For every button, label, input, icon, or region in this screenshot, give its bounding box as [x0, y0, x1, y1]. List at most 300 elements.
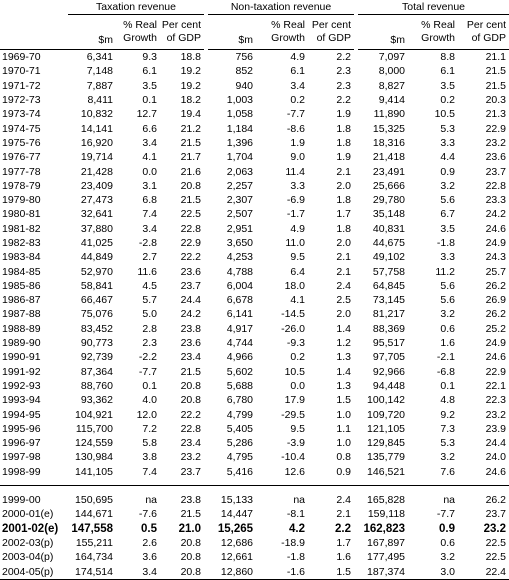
total-m-cell: 35,148	[372, 208, 406, 221]
total-gdp-cell: 22.4	[458, 564, 509, 579]
tax-m-cell: 37,880	[80, 222, 113, 235]
nontax-real-growth-cell: -1.7	[286, 208, 306, 221]
total-real-growth-cell: 0.1	[440, 379, 456, 392]
table-row	[0, 350, 509, 364]
table-row	[0, 193, 509, 207]
tax-real-growth-cell: 0.5	[141, 522, 157, 535]
tax-m-cell: 8,411	[87, 94, 113, 107]
total-gdp-cell: 23.7	[485, 165, 507, 178]
nontax-m-cell: 4,799	[226, 408, 254, 421]
total-gdp-cell: 24.0	[485, 451, 507, 464]
tax-m-cell: 27,473	[80, 194, 113, 207]
total-real-growth-cell: 0.9	[440, 165, 456, 178]
tax-m-cell: 7,148	[86, 65, 113, 78]
nontax-gdp-cell: 1.9	[336, 108, 352, 121]
tax-m-cell: 93,362	[80, 394, 113, 407]
total-m-cell: 29,780	[372, 194, 406, 207]
nontax-real-growth-cell: 11.4	[285, 165, 306, 178]
tax-gdp-cell: 22.5	[180, 208, 202, 221]
total-revenue-header: Total revenue	[358, 0, 509, 15]
tax-real-growth-cell: 6.6	[142, 122, 157, 135]
table-row	[0, 422, 509, 436]
nontax-real-growth-cell: 0.2	[290, 94, 306, 107]
total-m-cell: 121,105	[367, 422, 406, 435]
nontax-gdp-cell: 2.1	[336, 265, 352, 278]
table-row	[0, 107, 509, 121]
table-row	[0, 379, 509, 393]
nontax-gdp-cell: 1.1	[336, 422, 352, 435]
nontax-m-cell: 14,447	[220, 508, 254, 521]
total-m-cell: 95,517	[372, 337, 406, 350]
nontax-gdp-cell: 1.7	[336, 208, 352, 221]
year-cell: 1992-93	[2, 379, 41, 392]
nontax-m-cell: 2,257	[226, 179, 254, 192]
nontax-gdp-cell: 2.2	[336, 51, 352, 64]
total-real-growth-cell: 9.2	[440, 408, 456, 421]
nontax-gdp-cell: 1.3	[336, 379, 352, 392]
year-cell: 1984-85	[2, 265, 41, 278]
table-row	[0, 93, 509, 107]
table-row	[0, 222, 509, 236]
tax-m-cell: 130,984	[75, 451, 113, 464]
total-real-growth-cell: 3.0	[408, 564, 458, 579]
total-real-growth-cell: 3.2	[440, 451, 456, 464]
nontax-gdp-cell: 2.2	[335, 522, 352, 535]
total-gdp-cell: 24.9	[485, 237, 507, 249]
total-gdp-cell: 20.3	[485, 94, 507, 107]
tax-m-cell: 164,734	[75, 551, 113, 564]
total-m-cell: 40,831	[372, 222, 406, 235]
table-row	[0, 293, 509, 307]
total-m-cell: 57,758	[372, 265, 406, 278]
nontax-m-cell: 3,650	[226, 237, 254, 249]
total-gdp-cell: 23.2	[485, 136, 507, 149]
table-row	[0, 393, 509, 407]
nontax-real-growth-cell: 4.2	[289, 522, 306, 535]
nontax-real-growth-cell: 1.9	[290, 136, 306, 149]
nontax-real-growth-cell: 18.0	[284, 279, 306, 292]
total-real-growth-cell: 5.6	[440, 294, 456, 307]
total-real-growth-cell: 7.6	[440, 465, 456, 478]
total-m-cell: 21,418	[372, 151, 406, 164]
nontax-real-growth-cell: -8.1	[286, 508, 306, 521]
nontax-real-growth-cell: 0.0	[290, 379, 306, 392]
nontax-gdp-cell: 1.5	[308, 564, 354, 579]
tax-m-cell: 66,467	[80, 294, 113, 307]
section-separator	[0, 485, 509, 493]
tax-real-growth-cell: 3.4	[142, 222, 157, 235]
year-cell: 1993-94	[2, 394, 41, 407]
nontax-gdp-cell: 1.4	[336, 365, 352, 378]
table-row	[0, 493, 509, 507]
total-real-growth-cell: 11.2	[435, 265, 456, 278]
nontax-m-cell: 5,602	[226, 365, 254, 378]
nontax-gdp-cell: 1.8	[336, 194, 352, 207]
tax-gdp-cell: 19.2	[180, 79, 202, 92]
total-gdp-cell: 26.2	[485, 494, 507, 507]
tax-gdp-cell: 20.8	[180, 536, 202, 549]
table-row	[0, 279, 509, 293]
nontax-m-cell: 4,917	[226, 322, 254, 335]
year-cell: 1985-86	[2, 279, 41, 292]
total-m-cell: 18,316	[372, 136, 406, 149]
nontax-m-cell: 1,396	[226, 136, 254, 149]
nontax-gdp-cell: 1.0	[336, 437, 352, 450]
year-cell: 1970-71	[2, 65, 41, 78]
total-gdp-header: Per cent of GDP	[458, 15, 509, 50]
nontax-real-growth-cell: 3.4	[290, 79, 306, 92]
nontax-m-cell: 4,795	[226, 451, 254, 464]
nontax-real-growth-cell: -7.7	[286, 108, 306, 121]
tax-m-cell: 147,558	[71, 522, 113, 535]
year-cell: 1974-75	[2, 122, 41, 135]
tax-m-cell: 21,428	[80, 165, 113, 178]
table-row	[0, 179, 509, 193]
year-header-blank	[0, 0, 68, 15]
tax-gdp-cell: 22.9	[180, 237, 202, 249]
total-m-cell: 25,666	[372, 179, 406, 192]
tax-real-growth-cell: 2.6	[142, 536, 157, 549]
total-real-growth-cell: 0.6	[440, 536, 456, 549]
tax-real-growth-header: % Real Growth	[116, 15, 160, 50]
nontax-real-growth-cell: -8.6	[286, 122, 306, 135]
nontax-m-cell: 12,686	[220, 536, 254, 549]
year-cell: 1972-73	[2, 94, 41, 107]
nontax-m-cell: 4,966	[226, 351, 254, 364]
total-real-growth-cell: 4.8	[440, 394, 456, 407]
nontax-m-cell: 6,678	[226, 294, 254, 307]
total-real-growth-cell: 7.3	[440, 422, 456, 435]
total-m-cell: 135,779	[367, 451, 406, 464]
total-real-growth-cell: 1.6	[440, 337, 456, 350]
total-m-cell: 129,845	[367, 437, 406, 450]
tax-m-cell: 58,841	[80, 279, 113, 292]
tax-m-cell: 83,452	[80, 322, 113, 335]
nontax-gdp-cell: 2.4	[336, 494, 352, 507]
tax-gdp-cell: 23.7	[180, 279, 202, 292]
tax-m-cell: 10,832	[80, 108, 113, 121]
total-gdp-cell: 21.5	[485, 65, 507, 78]
tax-real-growth-cell: 5.0	[142, 308, 157, 321]
year-cell: 1977-78	[2, 165, 41, 178]
table-row	[0, 207, 509, 221]
tax-gdp-cell: 20.8	[180, 379, 202, 392]
tax-m-cell: 115,700	[75, 422, 113, 435]
nontax-gdp-cell: 1.8	[336, 136, 352, 149]
tax-real-growth-cell: 11.6	[137, 265, 157, 278]
tax-m-cell: 87,364	[80, 365, 113, 378]
tax-gdp-cell: 21.0	[178, 522, 202, 535]
tax-m-cell: 144,671	[75, 508, 113, 521]
tax-real-growth-cell: 3.5	[142, 79, 157, 92]
year-cell: 1987-88	[2, 308, 41, 321]
nontax-real-growth-cell: 4.9	[290, 51, 306, 64]
total-real-growth-cell: 5.6	[440, 194, 456, 207]
tax-gdp-cell: 20.8	[180, 551, 202, 564]
tax-m-cell: 150,695	[75, 494, 113, 507]
total-gdp-cell: 24.6	[485, 465, 507, 478]
nontax-m-cell: 1,003	[226, 94, 254, 107]
year-cell: 1996-97	[2, 437, 41, 450]
year-cell: 1988-89	[2, 322, 41, 335]
taxation-revenue-header: Taxation revenue	[68, 0, 204, 15]
nontax-m-cell: 12,661	[220, 551, 254, 564]
nontax-m-cell: 5,405	[226, 422, 254, 435]
total-real-growth-cell: na	[443, 494, 456, 507]
nontax-m-cell: 1,058	[226, 108, 254, 121]
nontax-real-growth-cell: -3.9	[286, 437, 306, 450]
nontax-gdp-cell: 2.4	[336, 279, 352, 292]
table-row	[0, 136, 509, 150]
nontax-gdp-cell: 2.0	[336, 237, 352, 249]
total-real-growth-cell: 3.3	[440, 136, 456, 149]
nontax-gdp-cell: 1.3	[336, 351, 352, 364]
nontax-real-growth-cell: -1.6	[256, 564, 308, 579]
year-cell: 1981-82	[2, 222, 41, 235]
year-cell: 1969-70	[2, 51, 41, 64]
total-gdp-cell: 23.6	[485, 151, 507, 164]
nontax-real-growth-cell: 9.0	[290, 151, 306, 164]
tax-real-growth-cell: -2.2	[138, 351, 157, 364]
nontax-real-growth-cell: 17.9	[284, 394, 306, 407]
tax-m-cell: 41,025	[80, 237, 113, 249]
table-row	[0, 236, 509, 250]
year-cell: 1983-84	[2, 251, 41, 264]
year-cell: 1999-00	[2, 494, 41, 507]
tax-gdp-cell: 21.7	[180, 151, 202, 164]
nontax-gdp-cell: 2.5	[336, 294, 352, 307]
nontax-real-growth-cell: 11.0	[285, 237, 306, 249]
tax-real-growth-cell: 5.7	[142, 294, 157, 307]
tax-real-growth-cell: 6.1	[142, 65, 157, 78]
tax-m-cell: 7,887	[86, 79, 113, 92]
tax-real-growth-cell: 0.1	[142, 94, 157, 107]
tax-gdp-cell: 21.5	[180, 365, 202, 378]
tax-gdp-cell: 21.6	[180, 165, 202, 178]
year-cell: 1979-80	[2, 194, 41, 207]
tax-gdp-cell: 20.8	[180, 394, 202, 407]
total-gdp-cell: 23.9	[485, 422, 507, 435]
total-m-cell: 146,521	[367, 465, 406, 478]
nontax-real-growth-cell: 12.6	[284, 465, 306, 478]
table-row	[0, 336, 509, 350]
total-real-growth-cell: -2.1	[436, 351, 456, 364]
nontax-m-cell: 2,507	[226, 208, 254, 221]
tax-real-growth-cell: 9.3	[142, 51, 157, 64]
nontax-gdp-cell: 1.6	[336, 551, 352, 564]
total-real-growth-cell: 3.5	[440, 79, 456, 92]
nontax-m-cell: 756	[235, 51, 254, 64]
total-real-growth-cell: 3.2	[440, 551, 456, 564]
table-row	[0, 250, 509, 264]
nontax-m-cell: 6,780	[226, 394, 254, 407]
tax-gdp-cell: 23.8	[180, 494, 202, 507]
nontax-gdp-cell: 0.8	[336, 451, 352, 464]
table-row	[0, 79, 509, 93]
total-m-cell: 187,374	[358, 564, 408, 579]
tax-real-growth-cell: -2.8	[138, 237, 157, 249]
nontax-m-cell: 4,744	[226, 337, 254, 350]
total-m-cell: 44,675	[372, 237, 406, 249]
tax-real-growth-cell: 3.8	[142, 451, 157, 464]
nontax-m-header: $m	[208, 15, 256, 50]
total-real-growth-header: % Real Growth	[408, 15, 458, 50]
total-m-cell: 97,705	[372, 351, 406, 364]
tax-real-growth-cell: 2.8	[142, 322, 157, 335]
total-m-cell: 88,369	[372, 322, 406, 335]
year-cell: 1978-79	[2, 179, 41, 192]
nontax-real-growth-cell: -6.9	[286, 194, 306, 207]
nontax-gdp-cell: 2.1	[336, 251, 352, 264]
nontax-m-cell: 4,253	[226, 251, 254, 264]
nontax-gdp-cell: 1.4	[336, 322, 352, 335]
nontax-m-cell: 1,184	[226, 122, 254, 135]
tax-real-growth-cell: 4.1	[142, 151, 157, 164]
total-real-growth-cell: 0.9	[439, 522, 456, 535]
nontax-m-cell: 5,416	[226, 465, 254, 478]
total-gdp-cell: 22.8	[485, 179, 507, 192]
total-real-growth-cell: 5.6	[440, 279, 456, 292]
tax-m-cell: 16,920	[80, 136, 113, 149]
tax-m-cell: 44,849	[80, 251, 113, 264]
total-m-cell: 94,448	[372, 379, 406, 392]
table-row	[0, 564, 509, 579]
nontax-real-growth-cell: 9.5	[290, 251, 306, 264]
year-cell: 2002-03(p)	[2, 536, 54, 549]
tax-m-cell: 32,641	[80, 208, 113, 221]
nontax-m-cell: 940	[235, 79, 254, 92]
tax-real-growth-cell: 12.0	[136, 408, 157, 421]
table-row	[0, 507, 509, 521]
total-real-growth-cell: 8.8	[440, 51, 456, 64]
nontax-m-cell: 15,133	[220, 494, 254, 507]
total-real-growth-cell: 6.7	[440, 208, 456, 221]
nontax-gdp-cell: 2.0	[336, 179, 352, 192]
table-row	[0, 50, 509, 65]
nontax-gdp-cell: 2.3	[336, 65, 352, 78]
tax-real-growth-cell: -7.6	[138, 508, 157, 521]
year-cell: 1995-96	[2, 422, 41, 435]
total-m-cell: 167,897	[367, 536, 406, 549]
total-real-growth-cell: 3.3	[440, 251, 456, 264]
total-gdp-cell: 22.1	[485, 379, 507, 392]
total-real-growth-cell: 0.6	[440, 322, 456, 335]
tax-m-cell: 174,514	[68, 564, 116, 579]
nontax-gdp-cell: 1.7	[336, 536, 352, 549]
total-m-cell: 8,000	[378, 65, 406, 78]
nontax-real-growth-cell: -14.5	[281, 308, 306, 321]
total-gdp-cell: 24.3	[485, 251, 507, 264]
year-cell: 1991-92	[2, 365, 41, 378]
nontax-gdp-cell: 2.1	[336, 508, 352, 521]
nontax-real-growth-header: % Real Growth	[256, 15, 308, 50]
tax-gdp-cell: 22.8	[180, 222, 202, 235]
nontax-real-growth-cell: -29.5	[281, 408, 306, 421]
year-cell: 2001-02(e)	[2, 522, 59, 535]
total-gdp-cell: 23.7	[485, 508, 507, 521]
total-gdp-cell: 21.1	[485, 51, 507, 64]
year-cell: 1989-90	[2, 337, 41, 350]
nontax-real-growth-cell: 9.5	[290, 422, 306, 435]
tax-real-growth-cell: 4.5	[142, 279, 157, 292]
nontax-gdp-cell: 2.0	[336, 308, 352, 321]
total-real-growth-cell: -1.8	[436, 237, 456, 249]
total-m-cell: 165,828	[367, 494, 406, 507]
nontax-m-cell: 852	[235, 65, 254, 78]
table-row	[0, 365, 509, 379]
total-gdp-cell: 22.5	[485, 536, 507, 549]
year-cell: 1994-95	[2, 408, 41, 421]
tax-gdp-cell: 22.2	[180, 408, 202, 421]
tax-gdp-cell: 23.8	[180, 322, 202, 335]
nontax-real-growth-cell: -10.4	[281, 451, 306, 464]
total-gdp-cell: 23.2	[485, 408, 507, 421]
total-m-cell: 81,217	[372, 308, 406, 321]
tax-real-growth-cell: 3.1	[142, 179, 157, 192]
total-m-cell: 11,890	[373, 108, 406, 121]
nontax-m-cell: 2,307	[226, 194, 254, 207]
tax-real-growth-cell: 2.7	[142, 251, 157, 264]
total-real-growth-cell: 3.2	[440, 179, 456, 192]
total-m-cell: 7,097	[378, 51, 406, 64]
total-real-growth-cell: 6.1	[440, 65, 456, 78]
total-gdp-cell: 23.2	[483, 522, 507, 535]
nontax-m-cell: 5,286	[226, 437, 254, 450]
table-row	[0, 450, 509, 464]
nontax-m-cell: 5,688	[226, 379, 254, 392]
total-m-cell: 8,827	[378, 79, 406, 92]
total-real-growth-cell: 4.4	[440, 151, 456, 164]
table-row	[0, 536, 509, 550]
total-real-growth-cell: 5.3	[440, 437, 456, 450]
nontax-m-cell: 4,788	[226, 265, 254, 278]
nontax-m-cell: 15,265	[217, 522, 254, 535]
year-cell: 1975-76	[2, 136, 41, 149]
table-row	[0, 436, 509, 450]
total-m-cell: 15,325	[372, 122, 406, 135]
year-cell: 1990-91	[2, 351, 41, 364]
total-gdp-cell: 23.3	[485, 194, 507, 207]
table-row	[0, 522, 509, 536]
total-gdp-cell: 24.2	[485, 208, 507, 221]
nontax-real-growth-cell: 0.2	[290, 351, 306, 364]
tax-real-growth-cell: 3.4	[116, 564, 160, 579]
total-real-growth-cell: 3.2	[440, 308, 456, 321]
total-gdp-cell: 22.5	[485, 551, 507, 564]
table-row	[0, 150, 509, 164]
tax-gdp-cell: 20.8	[160, 564, 204, 579]
table-row	[0, 64, 509, 78]
tax-m-cell: 75,076	[80, 308, 113, 321]
tax-real-growth-cell: 7.4	[142, 465, 157, 478]
total-gdp-cell: 26.2	[485, 308, 507, 321]
nontax-m-cell: 12,860	[208, 564, 256, 579]
total-gdp-cell: 21.3	[485, 108, 507, 121]
nontax-m-cell: 6,141	[226, 308, 254, 321]
nontax-real-growth-cell: -26.0	[281, 322, 306, 335]
year-cell: 1973-74	[2, 108, 41, 121]
year-cell: 1971-72	[2, 79, 41, 92]
nontax-gdp-cell: 1.9	[336, 151, 352, 164]
tax-m-cell: 92,739	[80, 351, 113, 364]
year-cell: 1982-83	[2, 237, 41, 249]
nontax-gdp-cell: 0.9	[336, 465, 352, 478]
tax-m-cell: 52,970	[80, 265, 113, 278]
tax-real-growth-cell: 6.8	[142, 194, 157, 207]
total-m-cell: 9,414	[378, 94, 406, 107]
tax-gdp-cell: 21.2	[180, 122, 202, 135]
tax-m-cell: 6,341	[86, 51, 113, 64]
